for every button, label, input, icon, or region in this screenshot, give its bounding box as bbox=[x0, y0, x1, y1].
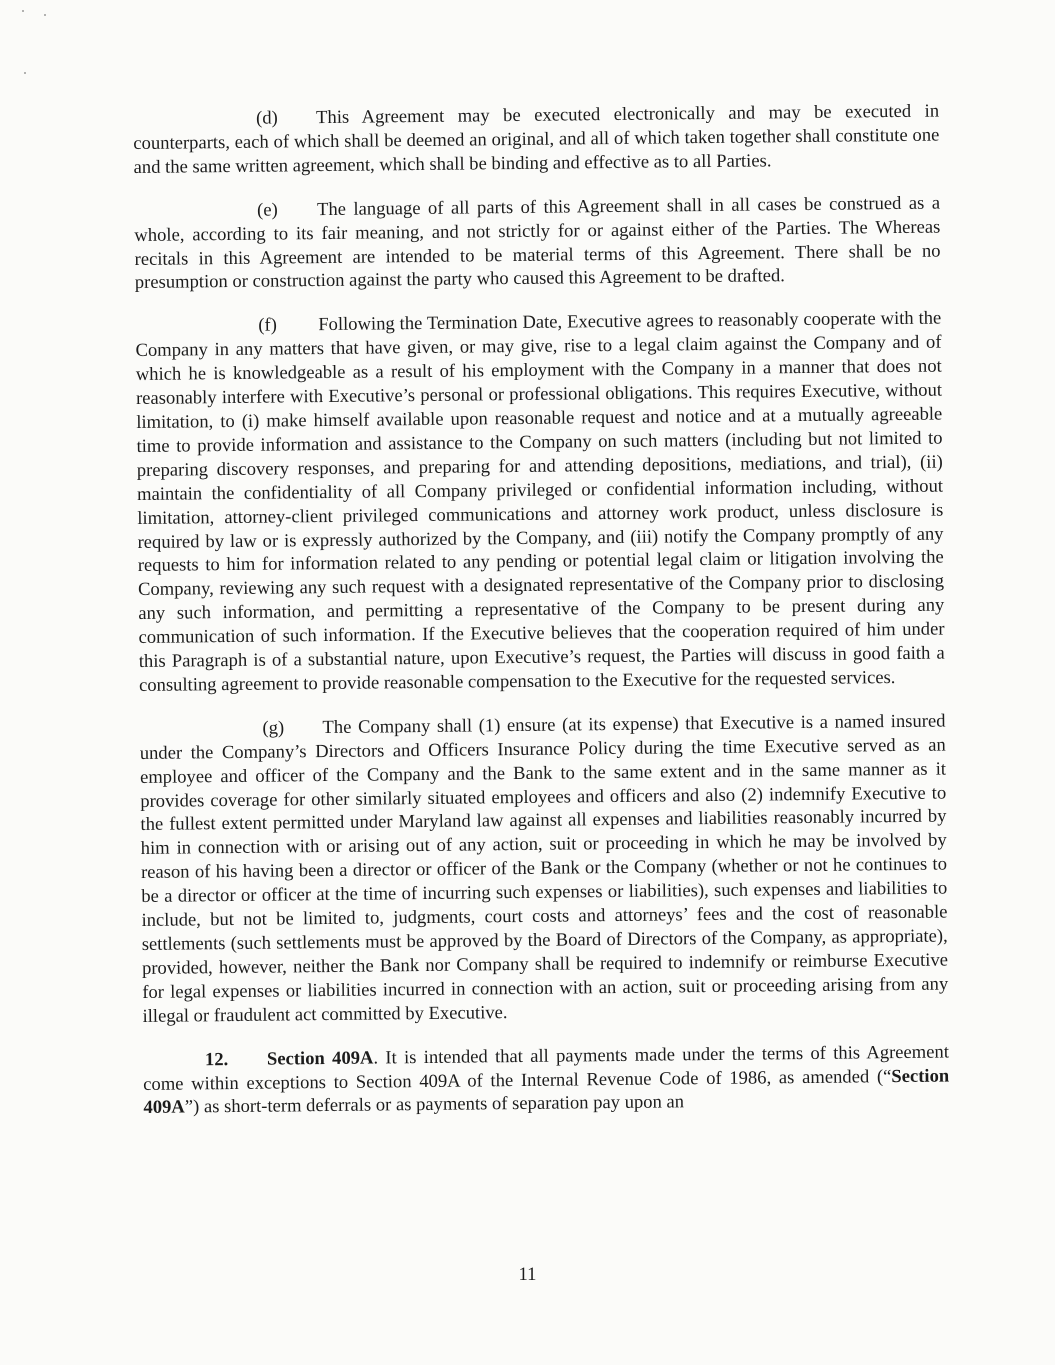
document-body bbox=[133, 100, 950, 1141]
scan-speck bbox=[24, 72, 26, 74]
paragraph-label: (g) bbox=[262, 717, 285, 739]
section-defined-term: Section 409A bbox=[143, 1065, 950, 1119]
paragraph-d bbox=[133, 100, 940, 180]
paragraph-text: The language of all parts of this Agreement shall in all cases be construed as a whole, according to its fair meaning, and not strictly for or against either of the Parties. The Whereas recitals in this Agreement are intended to be material terms of this Agreement. There shall be no presumption or construction against the party who caused this Agreement to be drafted. bbox=[134, 192, 941, 294]
paragraph-text: Following the Termination Date, Executive agrees to reasonably cooperate with the Company in any matters that have given, or may give, rise to a legal claim against the Company and of which he is knowledgeable as a result of his employment with the Company in a manner that does not reasonably interfere with Executive’s personal or professional obligations. This requires Executive, without limitation, to (i) make himself available upon reasonable request and notice and at a mutually agreeable time to provide information and assistance to the Company on such matters (including but not limited to preparing discovery responses, and preparing for and attending depositions, mediations, and trial), (ii) maintain the confidentiality of all Company privileged or confidential information including, without limitation, attorney-client privileged communications and attorney work product, unless disclosure is required by law or is expressly authorized by the Company, and (iii) notify the Company promptly of any requests to him for information related to any pending or potential legal claim or litigation involving the Company, reviewing any such request with a designated representative of the Company prior to disclosing any such information, and permitting a representative of the Company to be present during any communication of such information. If the Executive believes that the cooperation required of him under this Paragraph is of a substantial nature, upon Executive’s request, the Parties will discuss in good faith a consulting agreement to provide reasonable compensation to the Executive for the requested services. bbox=[135, 307, 945, 696]
paragraph-e bbox=[134, 191, 941, 295]
paragraph-label: (f) bbox=[258, 314, 277, 337]
paragraph-f bbox=[135, 307, 945, 698]
paragraph-text: The Company shall (1) ensure (at its expense) that Executive is a named insured under the Company’s Directors and Officers Insurance Policy during the time Executive served as an employee and officer of the Company and the Bank to the same extent and in the same manner as it provides coverage for other similarly situated employees and officers and also (2) indemnify Executive to the fullest extent permitted under Maryland law against all expenses and liabilities reasonably incurred by him in connection with or arising out of any action, suit or proceeding in which he may be involved by reason of his having been a director or officer of the Bank or the Company (whether or not he continues to be a director or officer at the time of incurring such expenses or liabilities), such expenses and liabilities to include, but not be limited to, judgments, court costs and attorneys’ fees and the cost of reasonable settlements (such settlements must be approved by the Board of Directors of the Company, as appropriate), provided, however, neither the Bank nor Company shall be required to indemnify or reimburse Executive for legal expenses or liabilities incurred in connection with an action, suit or proceeding arising from any illegal or fraudulent act committed by Executive. bbox=[139, 710, 949, 1027]
section-text-after: ”) as short-term deferrals or as payments of separation pay upon an bbox=[184, 1091, 685, 1118]
scan-speck bbox=[22, 10, 24, 12]
page-number: 11 bbox=[518, 1264, 537, 1285]
paragraph-label: (d) bbox=[256, 107, 278, 129]
section-12 bbox=[143, 1040, 950, 1120]
section-number: 12. bbox=[204, 1048, 229, 1070]
paragraph-text: This Agreement may be executed electronically and may be executed in counterparts, each of which shall be deemed an original, and all of which taken together shall constitute one and the same written agreement, which shall be binding and effective as to all Parties. bbox=[133, 100, 940, 178]
paragraph-label: (e) bbox=[256, 199, 278, 221]
scan-speck bbox=[44, 14, 46, 16]
section-title: Section 409A bbox=[266, 1047, 374, 1070]
section-text-before: . It is intended that all payments made under the terms of this Agreement come within exceptions to Section 409A of the Internal Revenue Code of 1986, as amended (“ bbox=[143, 1041, 950, 1095]
paragraph-g bbox=[139, 709, 948, 1028]
